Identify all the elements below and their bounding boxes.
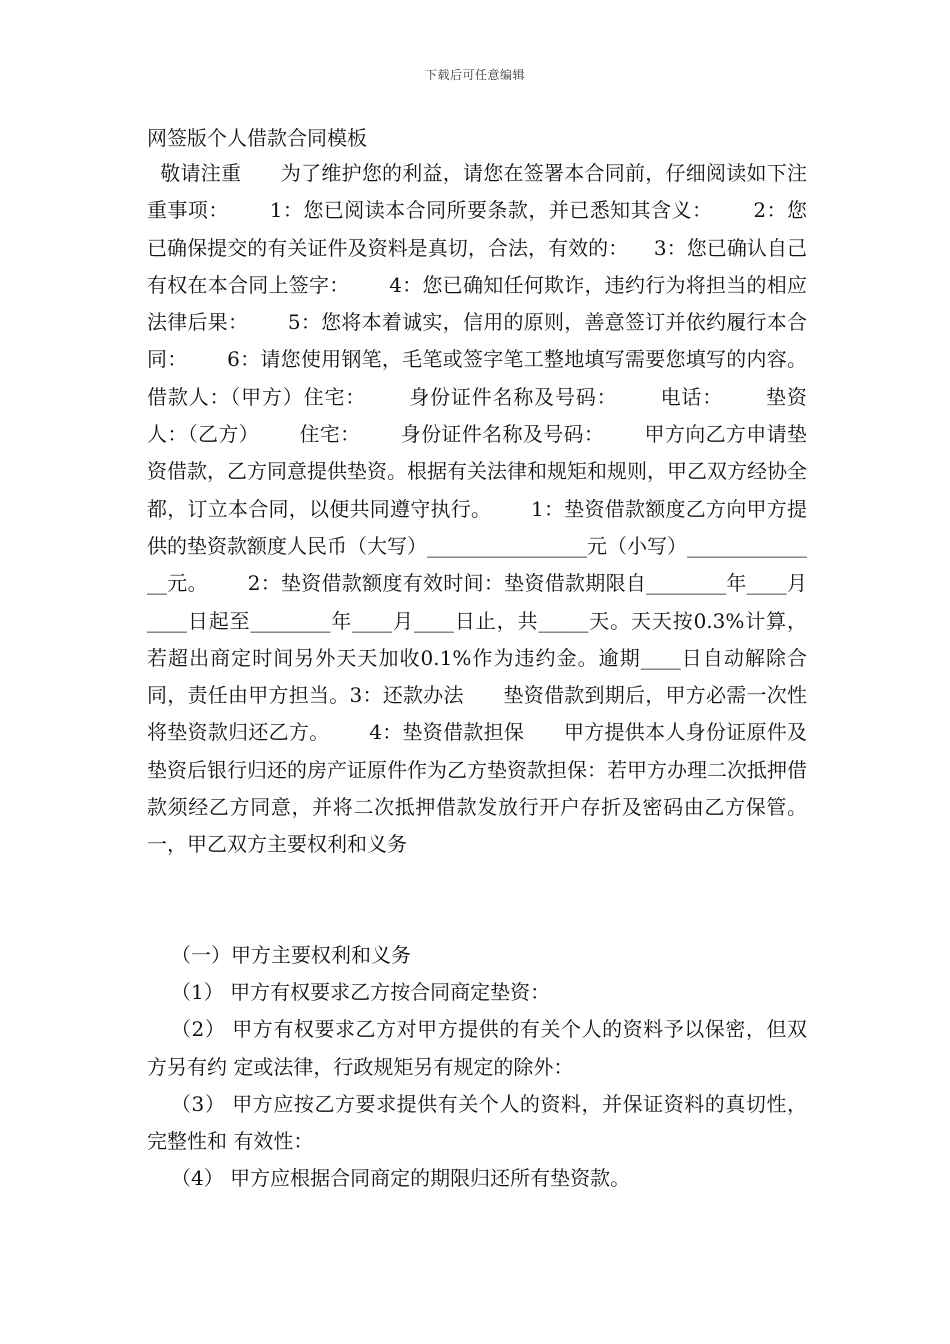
header-note: 下载后可任意编辑 xyxy=(424,68,525,82)
obligation-list xyxy=(147,974,807,1198)
list-item: （2） 甲方有权要求乙方对甲方提供的有关个人的资料予以保密，但双方另有约 定或法律，行政规矩另有规定的除外： xyxy=(147,1017,807,1079)
list-item: （4） 甲方应根据合同商定的期限归还所有垫资款。 xyxy=(171,1166,631,1191)
list-item: （3） 甲方应按乙方要求提供有关个人的资料，并保证资料的真切性，完整性和 有效性： xyxy=(147,1091,807,1154)
contract-body-text: 敬请注重 为了维护您的利益，请您在签署本合同前，仔细阅读如下注重事项： 1：您已阅读本合同所要条款，并已悉知其含义： 2：您已确保提交的有关证件及资料是真切，合法，有效的： 3：您已确认自己有权在本合同上签字： 4：您已确知任何欺诈，违约行为将担当的相应法律后果： 5：您将本着诚实，信用的原则，善意签订并依约履行本合同： 6：请您使用钢笔，毛笔或签字笔工整地填写需要您填写的内容。 借款人：（甲方）住宅： 身份证件名称及号码： 电话： 垫资人：（乙方） 住宅： 身份证件名称及号码： 甲方向乙方申请垫资借款，乙方同意提供垫资。根据有关法律和规矩和规则，甲乙双方经协全都，订立本合同，以便共同遵守执行。 1：垫资借款额度乙方向甲方提供的垫资款额度人民币（大写）________________元（小写）______________元。 2：垫资借款额度有效时间：垫资借款期限自________年____月____日起至________年____月____日止，共_____天。天天按0.3%计算，若超出商定时间另外天天加收0.1%作为违约金。逾期____日自动解除合同，责任由甲方担当。3：还款办法 垫资借款到期后，甲方必需一次性将垫资款归还乙方。 4：垫资借款担保 甲方提供本人身份证原件及垫资后银行归还的房产证原件作为乙方垫资款担保：若甲方办理二次抵押借款须经乙方同意，并将二次抵押借款发放行开户存折及密码由乙方保管。 一，甲乙双方主要权利和义务 xyxy=(147,161,846,857)
list-item: （1） 甲方有权要求乙方按合同商定垫资： xyxy=(171,980,551,1004)
section-heading: （一）甲方主要权利和义务 xyxy=(171,943,411,967)
document-title: 网签版个人借款合同模板 xyxy=(147,126,367,150)
